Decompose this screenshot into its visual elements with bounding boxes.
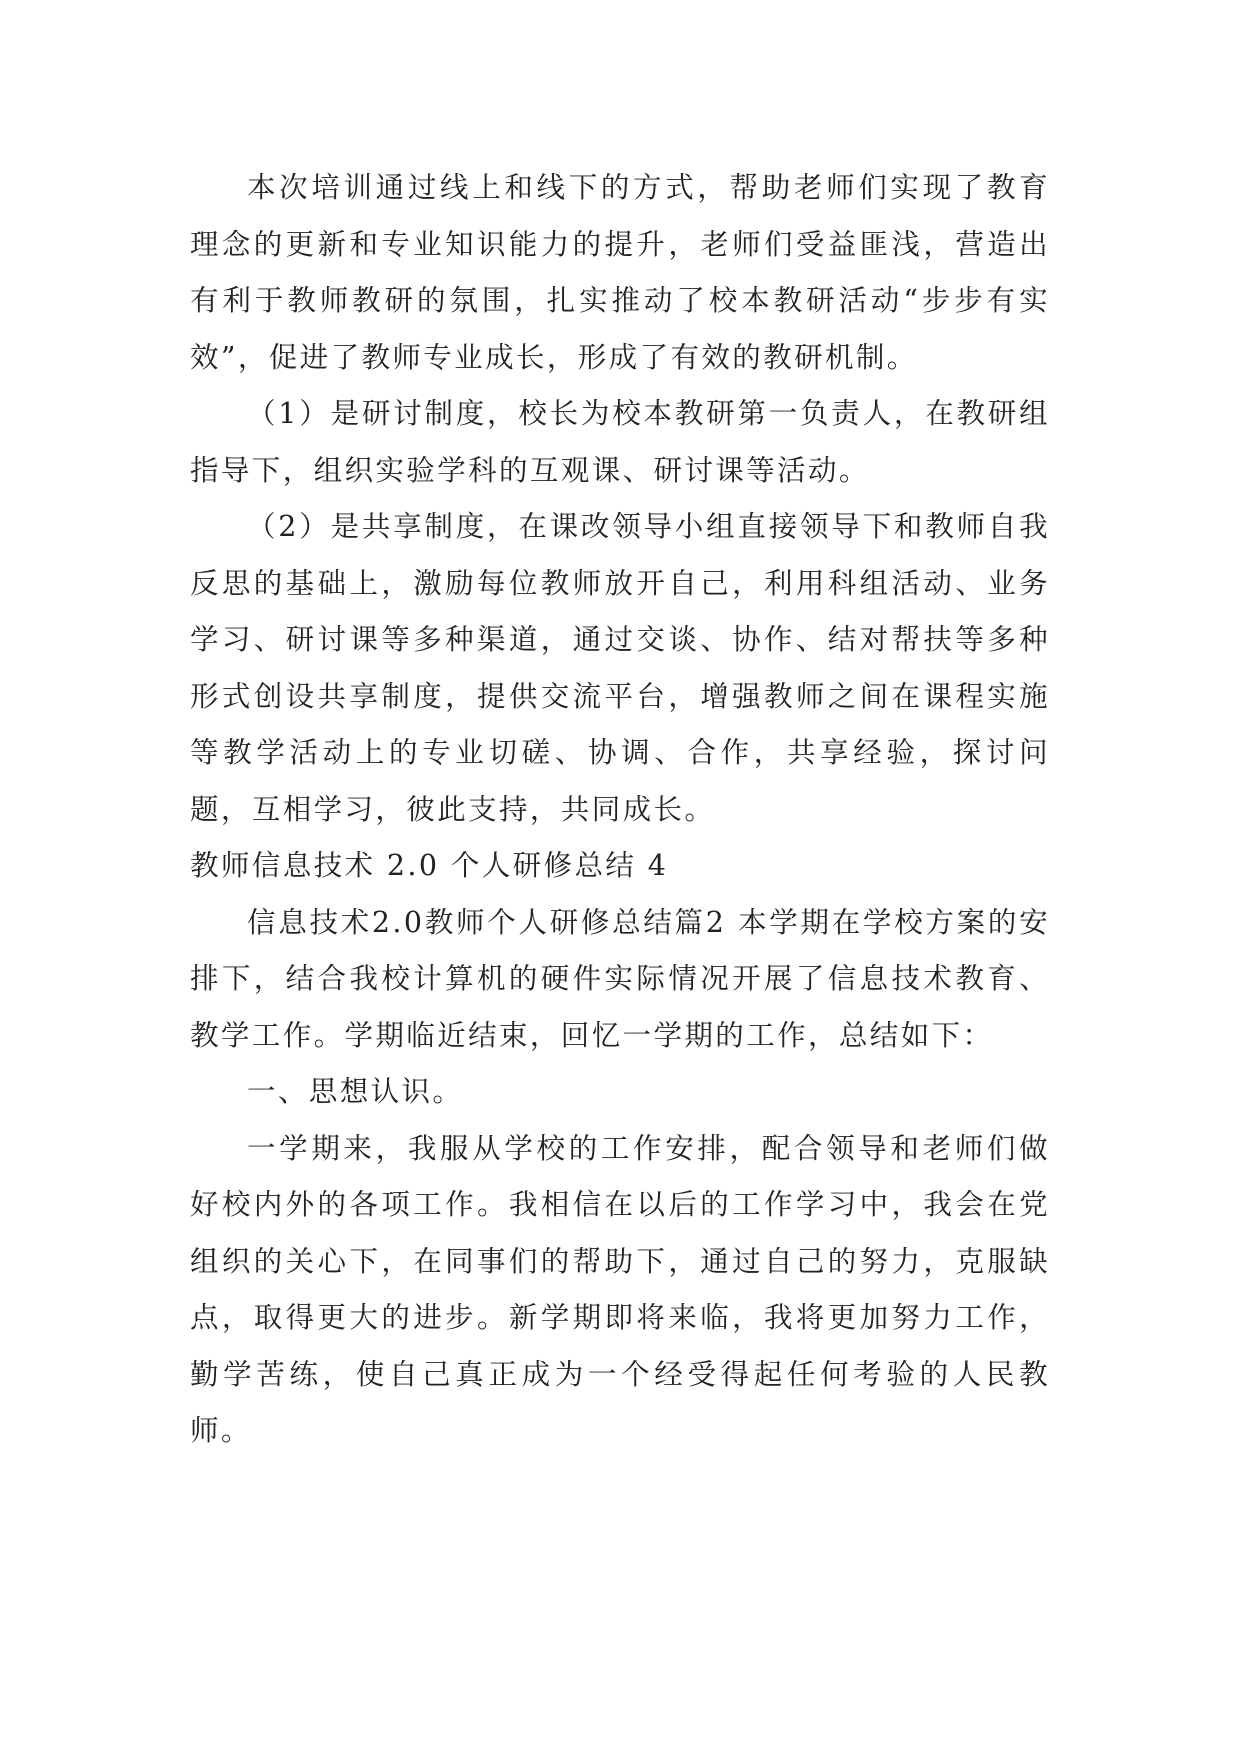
section-title: 教师信息技术 2.0 个人研修总结 4 xyxy=(190,849,669,882)
paragraph-subheading-thought: 一、思想认识。 xyxy=(247,1075,464,1108)
document-body xyxy=(190,160,1050,1460)
paragraph-semester-work: 一学期来，我服从学校的工作安排，配合领导和老师们做好校内外的各项工作。我相信在以后的工作学习中，我会在党组织的关心下，在同事们的帮助下，通过自己的努力，克服缺点，取得更大的进步。新学期即将来临，我将更加努力工作，勤学苦练，使自己真正成为一个经受得起任何考验的人民教师。 xyxy=(190,1131,1050,1447)
paragraph-training-summary: 本次培训通过线上和线下的方式，帮助老师们实现了教育理念的更新和专业知识能力的提升，老师们受益匪浅，营造出有利于教师教研的氛围，扎实推动了校本教研活动“步步有实效”，促进了教师专业成长，形成了有效的教研机制。 xyxy=(190,171,1050,374)
paragraph-semester-intro: 信息技术2.0教师个人研修总结篇2 本学期在学校方案的安排下，结合我校计算机的硬件实际情况开展了信息技术教育、教学工作。学期临近结束，回忆一学期的工作，总结如下： xyxy=(190,905,1050,1052)
paragraph-sharing-system: （2）是共享制度，在课改领导小组直接领导下和教师自我反思的基础上，激励每位教师放开自己，利用科组活动、业务学习、研讨课等多种渠道，通过交谈、协作、结对帮扶等多种形式创设共享制度，提供交流平台，增强教师之间在课程实施等教学活动上的专业切磋、协调、合作，共享经验，探讨问题，互相学习，彼此支持，共同成长。 xyxy=(190,510,1050,826)
paragraph-research-system: （1）是研讨制度，校长为校本教研第一负责人，在教研组指导下，组织实验学科的互观课、研讨课等活动。 xyxy=(190,397,1050,487)
